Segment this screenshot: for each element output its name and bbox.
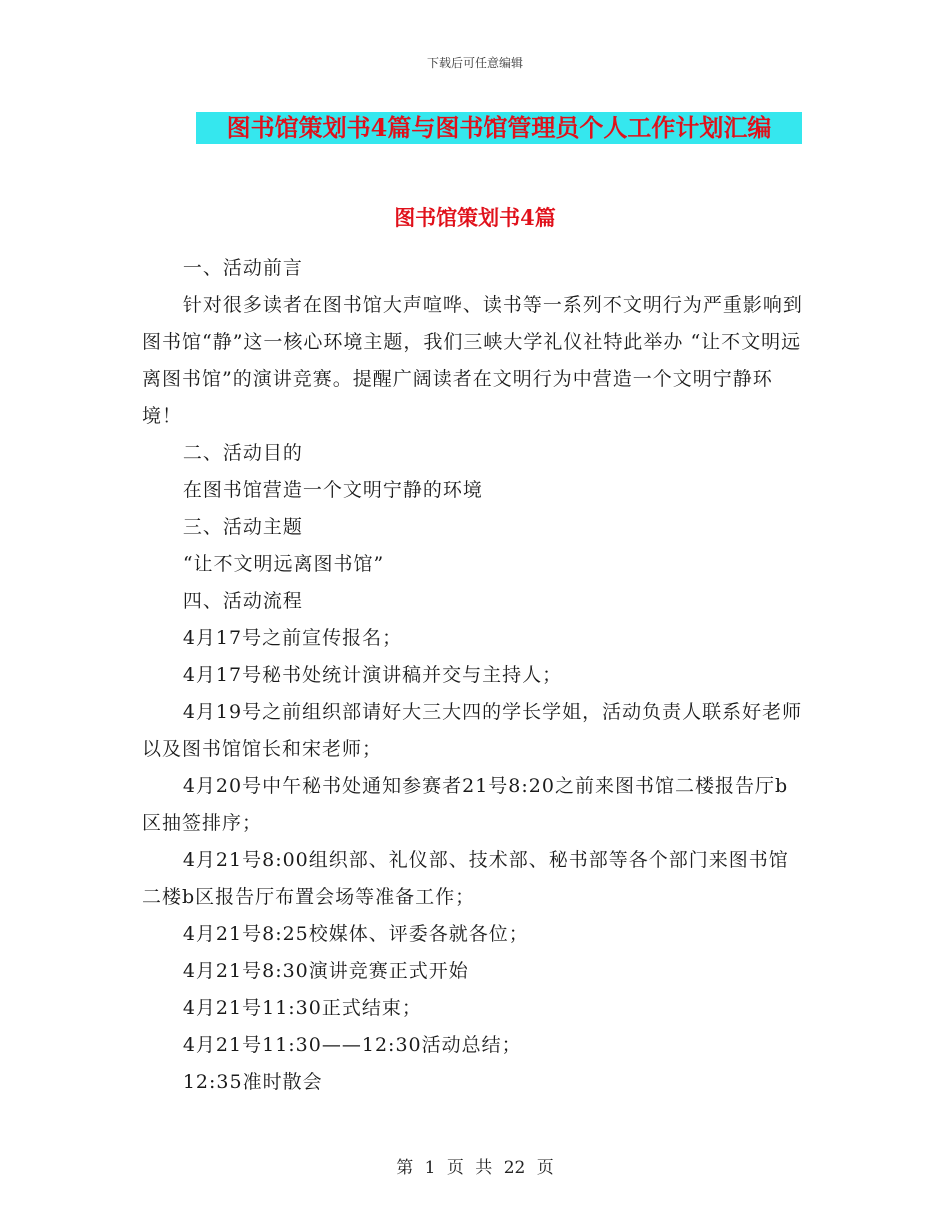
process-item: 4月21号8:30演讲竞赛正式开始 bbox=[182, 960, 469, 982]
process-item: 12:35准时散会 bbox=[182, 1071, 323, 1093]
process-item: 4月19号之前组织部请好大三大四的学长学姐，活动负责人联系好老师以及图书馆馆长和宋老师； bbox=[142, 701, 803, 760]
page-indicator: 第 1 页 共 22 页 bbox=[396, 1158, 554, 1178]
document-main-title: 图书馆策划书4篇与图书馆管理员个人工作计划汇编 bbox=[196, 112, 802, 144]
heading-activity-preface: 一、活动前言 bbox=[182, 257, 303, 279]
paragraph-preface: 针对很多读者在图书馆大声喧哗、读书等一系列不文明行为严重影响到图书馆“静”这一核心环境主题，我们三峡大学礼仪社特此举办 “让不文明远离图书馆”的演讲竞赛。提醒广阔读者在文明行为中营造一个文明宁静环境！ bbox=[142, 294, 803, 427]
header-note: 下载后可任意编辑 bbox=[426, 56, 523, 70]
section-title: 图书馆策划书4篇 bbox=[394, 205, 556, 230]
process-item: 4月21号11:30正式结束； bbox=[182, 997, 422, 1019]
paragraph-theme: “让不文明远离图书馆” bbox=[182, 553, 385, 575]
process-item: 4月17号之前宣传报名； bbox=[182, 627, 403, 649]
process-item: 4月20号中午秘书处通知参赛者21号8:20之前来图书馆二楼报告厅b区抽签排序； bbox=[142, 775, 789, 834]
heading-activity-process: 四、活动流程 bbox=[182, 590, 303, 612]
process-item: 4月17号秘书处统计演讲稿并交与主持人； bbox=[182, 664, 563, 686]
document-body bbox=[142, 250, 807, 1101]
process-item: 4月21号8:25校媒体、评委各就各位； bbox=[182, 923, 529, 945]
process-item: 4月21号11:30——12:30活动总结； bbox=[182, 1034, 522, 1056]
heading-activity-theme: 三、活动主题 bbox=[182, 516, 303, 538]
paragraph-purpose: 在图书馆营造一个文明宁静的环境 bbox=[182, 479, 483, 501]
process-item: 4月21号8:00组织部、礼仪部、技术部、秘书部等各个部门来图书馆二楼b区报告厅布置会场等准备工作； bbox=[142, 849, 789, 908]
heading-activity-purpose: 二、活动目的 bbox=[182, 442, 303, 464]
